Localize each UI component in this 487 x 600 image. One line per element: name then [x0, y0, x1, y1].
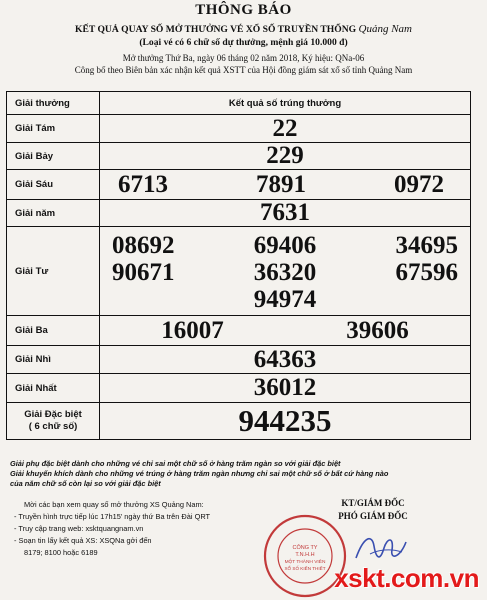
svg-text:T.N.H.H: T.N.H.H [295, 552, 315, 558]
row-giai-nam [7, 200, 471, 227]
signature-title-1: KT/GIÁM ĐỐC [341, 498, 405, 508]
note-line-1: Giải phụ đặc biệt dành cho những vé chỉ sai một chữ số ở hàng trăm ngàn so với giải đặc biệt [10, 459, 341, 468]
header-line-1 [0, 23, 487, 35]
header-line-3: Mở thưởng Thứ Ba, ngày 06 tháng 02 năm 2018, Ký hiệu: QNa-06 [122, 53, 365, 63]
number-giai-nhi: 64363 [253, 345, 317, 373]
prize-notes [10, 459, 430, 489]
info-item-3: - Soạn tin lấy kết quả XS: XSQNa gởi đến [14, 536, 152, 545]
svg-text:XỔ SỐ KIẾN THIẾT: XỔ SỐ KIẾN THIẾT [284, 566, 326, 571]
table-header-row [7, 92, 471, 115]
label-giai-sau: Giải Sáu [7, 170, 100, 200]
info-intro: Mời các bạn xem quay số mở thưởng XS Quảng Nam: [24, 500, 204, 509]
label-giai-dac-biet [7, 403, 100, 440]
number-giai-sau-1: 6713 [118, 170, 168, 198]
number-giai-tu-7: 94974 [253, 285, 317, 313]
number-giai-sau-3: 0972 [394, 170, 444, 198]
label-giai-dac-biet-line2: ( 6 chữ số) [28, 421, 78, 432]
label-giai-nhi: Giải Nhì [7, 346, 100, 374]
results-table [6, 91, 471, 440]
note-line-2: Giải khuyến khích dành cho những vé trúng ở hàng trăm ngàn nhưng chỉ sai một chữ số ở bất cứ hàng nào [10, 469, 389, 478]
header-line-2: (Loại vé có 6 chữ số dự thưởng, mệnh giá 10.000 đ) [139, 37, 348, 48]
label-giai-nhat: Giải Nhất [7, 374, 100, 403]
col-result-header: Kết quả số trúng thưởng [100, 92, 471, 115]
number-giai-tu-3: 34695 [395, 231, 458, 259]
number-giai-bay: 229 [266, 142, 304, 169]
broadcast-info [14, 499, 210, 559]
row-giai-tam [7, 115, 471, 143]
col-prize-header: Giải thưởng [7, 92, 100, 115]
label-giai-ba: Giải Ba [7, 316, 100, 346]
number-giai-tu-1: 08692 [112, 231, 175, 259]
note-line-3: của năm chữ số còn lại so với giải đặc biệt [10, 479, 161, 488]
number-giai-tu-4: 90671 [112, 258, 175, 286]
number-giai-sau-2: 7891 [256, 170, 306, 198]
header-line-1-province: Quảng Nam [358, 23, 412, 35]
signature-title-2: PHÓ GIÁM ĐỐC [338, 511, 408, 521]
label-giai-tam: Giải Tám [7, 115, 100, 143]
info-item-4: 8179; 8100 hoặc 6189 [24, 548, 98, 557]
label-giai-dac-biet-line1: Giải Đặc biệt [24, 409, 82, 420]
handwritten-signature-icon [350, 528, 410, 568]
label-giai-bay: Giải Bảy [7, 143, 100, 170]
header-line-4: Công bố theo Biên bản xác nhận kết quả XSTT của Hội đồng giám sát xổ số tỉnh Quảng Nam [74, 65, 413, 75]
number-giai-nhat: 36012 [253, 374, 317, 401]
number-giai-tu-2: 69406 [253, 231, 317, 259]
number-giai-nam: 7631 [260, 199, 310, 226]
row-giai-sau [7, 170, 471, 200]
row-giai-nhat [7, 374, 471, 403]
number-giai-dac-biet: 944235 [238, 403, 332, 438]
svg-text:MỘT THÀNH VIÊN: MỘT THÀNH VIÊN [284, 560, 326, 565]
number-giai-tu-5: 36320 [253, 258, 317, 286]
row-giai-ba [7, 316, 471, 346]
svg-text:CÔNG TY: CÔNG TY [292, 545, 318, 551]
row-giai-dac-biet [7, 403, 471, 440]
info-item-2: - Truy cập trang web: xsktquangnam.vn [14, 524, 144, 533]
number-giai-ba-2: 39606 [346, 316, 409, 344]
header-line-1-text: KẾT QUẢ QUAY SỐ MỞ THƯỞNG VÉ XỔ SỐ TRUYỀN THỐNG [74, 24, 357, 35]
number-giai-tam: 22 [272, 114, 298, 142]
document-title: THÔNG BÁO [195, 2, 292, 18]
label-giai-tu: Giải Tư [7, 227, 100, 316]
info-item-1: - Truyền hình trực tiếp lúc 17h15' ngày thứ Ba trên Đài QRT [14, 512, 211, 521]
document-header [0, 0, 487, 75]
row-giai-bay [7, 143, 471, 170]
site-watermark: xskt.com.vn [334, 563, 479, 593]
row-giai-tu [7, 227, 471, 316]
number-giai-tu-6: 67596 [395, 258, 458, 286]
label-giai-nam: Giải năm [7, 200, 100, 227]
row-giai-nhi [7, 346, 471, 374]
number-giai-ba-1: 16007 [161, 316, 224, 344]
